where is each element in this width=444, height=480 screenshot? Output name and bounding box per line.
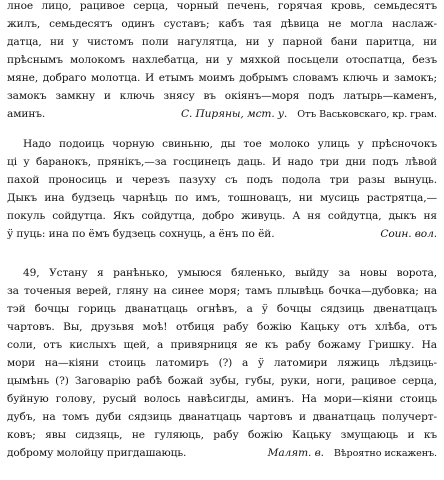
- text-line: лное лицо, рацивое серца, чорный печень, горячая кровь, семьдесятъ: [7, 0, 437, 12]
- text-line: 49, Устану я ранѣнько, умыюся бяленько, выйду за новы ворота,: [23, 267, 437, 279]
- text-line: тэй бочцы гориць дванатцаць огнѣвъ, а ӱ бочцы сядзиць двенатцацъ: [7, 303, 437, 315]
- ending-text: аминъ.: [7, 108, 46, 120]
- text-line: за точеныя верей, гляну на синее моря; тамъ плывѣць бочка—дубовка; на: [7, 285, 437, 297]
- editorial-note: Вѣроятно искаженъ.: [333, 448, 437, 459]
- paragraph-ending: [7, 105, 437, 124]
- ending-text: доброму молойцу пригдашаюць.: [7, 447, 187, 459]
- text-line: ці у баранокъ, прянікъ,—за госцинецъ даць. И надо три дни подъ лѣвой: [7, 156, 437, 168]
- text-line: жилъ, семьдесятъ одинъ суставъ; кабъ тая дѣвица не могла наслаж-: [7, 18, 437, 30]
- text-line: соли, отъ кислыхъ щей, а привярниця яе къ рабу божаму Гришку. На: [7, 339, 437, 351]
- text-line: прѣснымъ молокомъ нахлебатца, ни у мяхкой посьцели отоспатца, безъ: [7, 54, 437, 66]
- text-line: датца, ни у чистомъ поли нагулятца, ни у парной бани паритца, ни: [7, 36, 437, 48]
- location-signature: С. Пиряны, мст. у.: [180, 108, 288, 120]
- text-line: Дыкъ ина будзець чарнѣць по имъ, тошновацъ, ни мусиць растрятца,—: [7, 192, 437, 204]
- text-line: мори на—кiяни стоиць латомиръ (?) а ӱ латомири ляжиць лѣдзиць-: [7, 357, 437, 369]
- paragraph-ending: [7, 444, 437, 463]
- text-line: ковъ; явы сидзяць, не гуляюць, рабу божiю Кацьку змущаюць и къ: [7, 429, 437, 441]
- text-line: дубъ, на томъ дуби сядзиць дванатцаць чартовъ и дванатцаць получерт-: [7, 411, 437, 423]
- text-line: покуль сойдутца. Якъ сойдутца, добро живуць. А ня сойдутца, дыкъ ня: [7, 210, 437, 222]
- ending-text: ӱ пуць: ина по ёмъ будзець сохнуць, а ёнъ по ёй.: [7, 228, 275, 240]
- text-line: чартовъ. Вы, друзьвя моѣ! отбиця рабу божiю Кацьку отъ хлѣба, отъ: [7, 321, 437, 333]
- text-line: замокъ замкну и ключь знясу въ окiянъ—моря подъ латырь—каменъ,: [7, 90, 437, 102]
- source-note: Отъ Васьковскаго, кр. грам.: [297, 109, 437, 120]
- attribution: [268, 444, 437, 463]
- location-signature: Малят. в.: [267, 447, 324, 459]
- text-line: цымѣнь (?) Заговарiю рабѣ божай зубы, губы, руки, ноги, рацивое серца,: [7, 375, 437, 387]
- text-line: Надо подоиць чорную свиньню, ды тое молоко улиць у прѣсночокъ: [23, 138, 437, 150]
- location-signature: Соин. вол.: [380, 228, 437, 240]
- text-line: буйную голову, русый волось навѣсигды, аминъ. На мори—кiяни стоиць: [7, 393, 437, 405]
- text-line: пахой проносиць и черезъ пазуху съ подъ подола три разы вынуць.: [7, 174, 437, 186]
- paragraph-ending: [7, 225, 437, 243]
- text-line: мяне, добраго молотца. И етымъ моимъ добрымъ словамъ ключь и замокъ;: [7, 72, 437, 84]
- attribution: [181, 105, 437, 124]
